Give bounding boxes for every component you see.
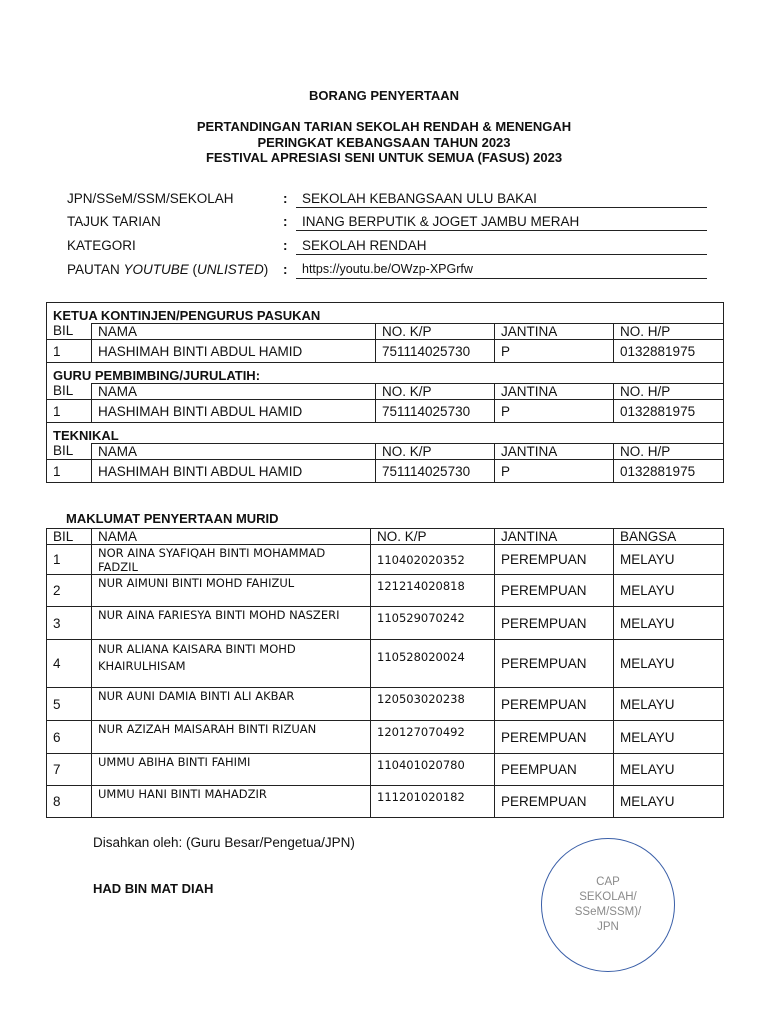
col-jantina: JANTINA bbox=[495, 444, 614, 460]
stamp-line-2: SEKOLAH/ bbox=[579, 891, 637, 903]
cell-nama: NUR AINA FARIESYA BINTI MOHD NASZERI bbox=[92, 607, 371, 640]
pautan-label-pre: PAUTAN bbox=[67, 262, 124, 277]
jpn-value: SEKOLAH KEBANGSAAN ULU BAKAI bbox=[296, 190, 707, 208]
youtube-link[interactable]: https://youtu.be/OWzp-XPGrfw bbox=[296, 261, 707, 279]
section-title-guru: GURU PEMBIMBING/JURULATIH: bbox=[47, 363, 724, 384]
stamp-line-3: SSeM/SSM)/ bbox=[574, 906, 642, 918]
form-subtitle bbox=[0, 119, 768, 166]
table-row bbox=[47, 688, 724, 721]
cell-hp: 0132881975 bbox=[614, 340, 724, 363]
table-row bbox=[47, 607, 724, 640]
col-nama: NAMA bbox=[92, 529, 371, 545]
col-bil: BIL bbox=[47, 529, 92, 545]
tajuk-value: INANG BERPUTIK & JOGET JAMBU MERAH bbox=[296, 213, 707, 231]
subtitle-line-3: FESTIVAL APRESIASI SENI UNTUK SEMUA (FASUS) 2023 bbox=[205, 150, 563, 165]
cell-bil: 6 bbox=[47, 721, 92, 754]
cell-jantina: PEREMPUAN bbox=[495, 607, 614, 640]
kategori-colon: : bbox=[283, 238, 288, 253]
cell-nama: NOR AINA SYAFIQAH BINTI MOHAMMAD FADZIL bbox=[92, 545, 371, 575]
kategori-label: KATEGORI bbox=[67, 238, 136, 253]
table-row bbox=[47, 400, 724, 423]
col-bil: BIL bbox=[47, 444, 92, 460]
table-row bbox=[47, 575, 724, 607]
table-row bbox=[47, 640, 724, 688]
section-title-ketua: KETUA KONTINJEN/PENGURUS PASUKAN bbox=[47, 303, 724, 324]
cell-bil: 1 bbox=[47, 400, 92, 423]
col-jantina: JANTINA bbox=[495, 384, 614, 400]
stamp-circle bbox=[541, 838, 675, 972]
cell-kp: 751114025730 bbox=[376, 400, 495, 423]
cell-bangsa: MELAYU bbox=[614, 786, 724, 818]
cell-nama: NUR ALIANA KAISARA BINTI MOHD KHAIRULHISAM bbox=[92, 640, 371, 688]
cell-bil: 8 bbox=[47, 786, 92, 818]
col-hp: NO. H/P bbox=[614, 384, 724, 400]
jpn-colon: : bbox=[283, 191, 288, 206]
cell-hp: 0132881975 bbox=[614, 460, 724, 483]
cell-nama: NUR AZIZAH MAISARAH BINTI RIZUAN bbox=[92, 721, 371, 754]
cell-kp: 121214020818 bbox=[371, 575, 495, 607]
cell-bangsa: MELAYU bbox=[614, 688, 724, 721]
cell-jantina: PEREMPUAN bbox=[495, 786, 614, 818]
cell-bil: 1 bbox=[47, 545, 92, 575]
kategori-value: SEKOLAH RENDAH bbox=[296, 237, 707, 255]
cell-nama: NUR AUNI DAMIA BINTI ALI AKBAR bbox=[92, 688, 371, 721]
col-bangsa: BANGSA bbox=[614, 529, 724, 545]
pautan-label-unlisted: UNLISTED bbox=[197, 262, 264, 277]
col-hp: NO. H/P bbox=[614, 444, 724, 460]
cell-bil: 2 bbox=[47, 575, 92, 607]
pautan-label-post: ) bbox=[263, 262, 269, 277]
col-nama: NAMA bbox=[92, 324, 376, 340]
cell-kp: 120127070492 bbox=[371, 721, 495, 754]
table-row bbox=[47, 340, 724, 363]
cell-bangsa: MELAYU bbox=[614, 721, 724, 754]
cell-kp: 110529070242 bbox=[371, 607, 495, 640]
cell-jantina: PEREMPUAN bbox=[495, 640, 614, 688]
tajuk-label: TAJUK TARIAN bbox=[67, 214, 161, 229]
disahkan-text: Disahkan oleh: (Guru Besar/Pengetua/JPN) bbox=[93, 835, 355, 850]
staff-table bbox=[46, 302, 724, 483]
cell-bil: 4 bbox=[47, 640, 92, 688]
table-header-row bbox=[47, 444, 724, 460]
signatory-name: HAD BIN MAT DIAH bbox=[93, 881, 214, 896]
stamp-text bbox=[575, 875, 641, 935]
cell-kp: 111201020182 bbox=[371, 786, 495, 818]
subtitle-line-1: PERTANDINGAN TARIAN SEKOLAH RENDAH & MENENGAH bbox=[196, 119, 572, 134]
cell-jantina: PEREMPUAN bbox=[495, 545, 614, 575]
cell-jantina: PEREMPUAN bbox=[495, 721, 614, 754]
cell-bangsa: MELAYU bbox=[614, 607, 724, 640]
cell-kp: 751114025730 bbox=[376, 460, 495, 483]
col-nama: NAMA bbox=[92, 384, 376, 400]
pautan-label-mid: ( bbox=[188, 262, 198, 277]
col-bil: BIL bbox=[47, 324, 92, 340]
col-jantina: JANTINA bbox=[495, 529, 614, 545]
col-bil: BIL bbox=[47, 384, 92, 400]
cell-jantina: PEREMPUAN bbox=[495, 688, 614, 721]
cell-kp: 120503020238 bbox=[371, 688, 495, 721]
cell-bil: 1 bbox=[47, 460, 92, 483]
cell-nama: NUR AIMUNI BINTI MOHD FAHIZUL bbox=[92, 575, 371, 607]
table-row bbox=[47, 754, 724, 786]
table-header-row bbox=[47, 384, 724, 400]
cell-kp: 110528020024 bbox=[371, 640, 495, 688]
cell-kp: 751114025730 bbox=[376, 340, 495, 363]
table-header-row bbox=[47, 529, 724, 545]
cell-jantina: PEREMPUAN bbox=[495, 575, 614, 607]
col-hp: NO. H/P bbox=[614, 324, 724, 340]
murid-section-title: MAKLUMAT PENYERTAAN MURID bbox=[66, 511, 279, 526]
col-kp: NO. K/P bbox=[376, 444, 495, 460]
cell-bil: 1 bbox=[47, 340, 92, 363]
cell-kp: 110402020352 bbox=[371, 545, 495, 575]
section-heading bbox=[47, 423, 724, 444]
table-header-row bbox=[47, 324, 724, 340]
cell-nama: UMMU HANI BINTI MAHADZIR bbox=[92, 786, 371, 818]
cell-bangsa: MELAYU bbox=[614, 640, 724, 688]
cell-nama: HASHIMAH BINTI ABDUL HAMID bbox=[92, 340, 376, 363]
cell-kp: 110401020780 bbox=[371, 754, 495, 786]
section-heading bbox=[47, 363, 724, 384]
col-nama: NAMA bbox=[92, 444, 376, 460]
section-heading bbox=[47, 303, 724, 324]
jpn-label: JPN/SSeM/SSM/SEKOLAH bbox=[67, 191, 234, 206]
cell-nama: UMMU ABIHA BINTI FAHIMI bbox=[92, 754, 371, 786]
cell-bil: 5 bbox=[47, 688, 92, 721]
table-row bbox=[47, 721, 724, 754]
col-kp: NO. K/P bbox=[376, 324, 495, 340]
stamp-line-4: JPN bbox=[597, 921, 619, 933]
col-kp: NO. K/P bbox=[371, 529, 495, 545]
cell-bil: 3 bbox=[47, 607, 92, 640]
cell-jantina: PEEMPUAN bbox=[495, 754, 614, 786]
table-row bbox=[47, 460, 724, 483]
col-jantina: JANTINA bbox=[495, 324, 614, 340]
section-title-teknikal: TEKNIKAL bbox=[47, 423, 724, 444]
cell-bil: 7 bbox=[47, 754, 92, 786]
pautan-colon: : bbox=[283, 262, 288, 277]
table-row bbox=[47, 786, 724, 818]
cell-bangsa: MELAYU bbox=[614, 575, 724, 607]
pautan-label-youtube: YOUTUBE bbox=[123, 262, 189, 277]
cell-jantina: P bbox=[495, 340, 614, 363]
murid-table bbox=[46, 528, 724, 818]
cell-jantina: P bbox=[495, 460, 614, 483]
cell-hp: 0132881975 bbox=[614, 400, 724, 423]
pautan-label bbox=[67, 262, 268, 277]
cell-jantina: P bbox=[495, 400, 614, 423]
tajuk-colon: : bbox=[283, 214, 288, 229]
stamp-line-1: CAP bbox=[596, 876, 620, 888]
cell-bangsa: MELAYU bbox=[614, 754, 724, 786]
cell-nama: HASHIMAH BINTI ABDUL HAMID bbox=[92, 400, 376, 423]
col-kp: NO. K/P bbox=[376, 384, 495, 400]
subtitle-line-2: PERINGKAT KEBANGSAAN TAHUN 2023 bbox=[257, 134, 511, 150]
cell-bangsa: MELAYU bbox=[614, 545, 724, 575]
table-row bbox=[47, 545, 724, 575]
cell-nama: HASHIMAH BINTI ABDUL HAMID bbox=[92, 460, 376, 483]
form-title: BORANG PENYERTAAN bbox=[309, 88, 459, 103]
